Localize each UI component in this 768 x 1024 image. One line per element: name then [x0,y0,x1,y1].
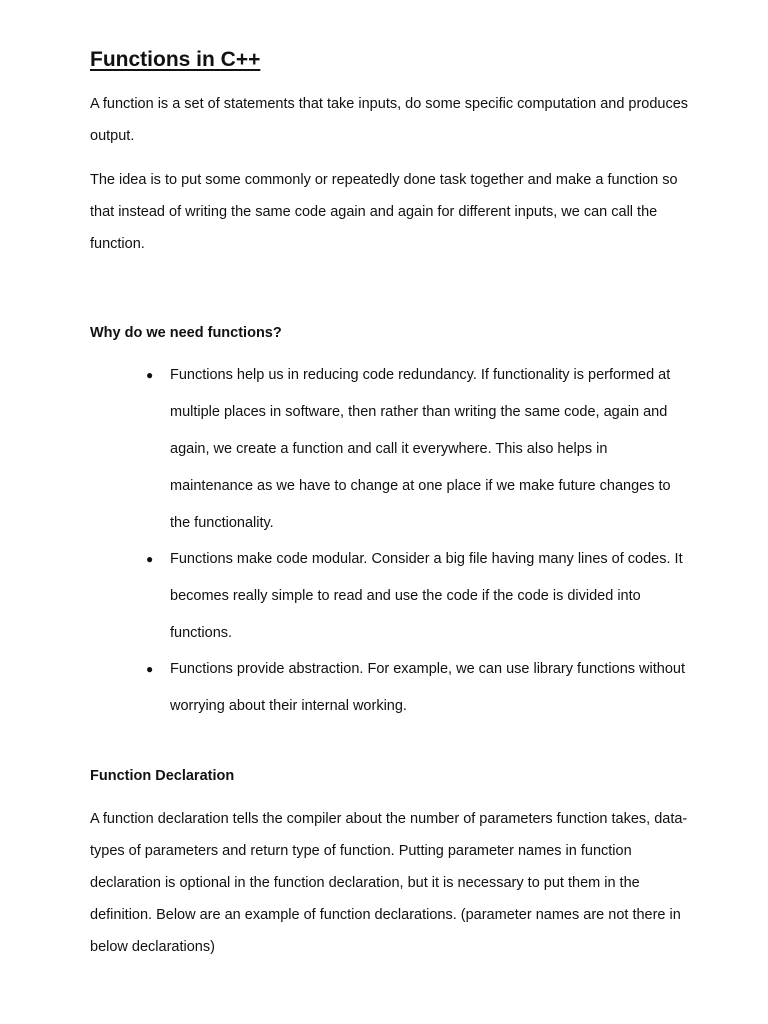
function-declaration-paragraph: A function declaration tells the compiler about the number of parameters function takes, data-types of parameters and return type of function. Putting parameter names in function declaration is optional in the function declaration, but it is necessary to put them in the definition. Below are an example of function declarations. (parameter names are not there in below declarations) [90,811,688,955]
list-item [90,651,690,725]
list-item-text: Functions help us in reducing code redundancy. If functionality is performed at multiple places in software, then rather than writing the same code, again and again, we create a function and call it everywhere. This also helps in maintenance as we have to change at one place if we make future changes to the functionality. [170,367,671,531]
why-functions-list [90,357,690,725]
why-functions-heading: Why do we need functions? [90,325,282,341]
list-item [90,357,690,542]
document-page [90,44,690,975]
bullet-icon: ● [146,662,154,676]
list-item-text: Functions make code modular. Consider a big file having many lines of codes. It becomes really simple to read and use the code if the code is divided into functions. [170,551,683,641]
intro-paragraph-2: The idea is to put some commonly or repeatedly done task together and make a function so that instead of writing the same code again and again for different inputs, we can call the function. [90,172,678,252]
list-item [90,541,690,652]
bullet-icon: ● [146,368,154,382]
function-declaration-heading: Function Declaration [90,768,235,784]
list-item-text: Functions provide abstraction. For example, we can use library functions without worrying about their internal working. [170,661,685,714]
bullet-icon: ● [146,552,154,566]
intro-paragraph-1: A function is a set of statements that take inputs, do some specific computation and produces output. [90,96,689,144]
page-title: Functions in C++ [90,48,261,71]
